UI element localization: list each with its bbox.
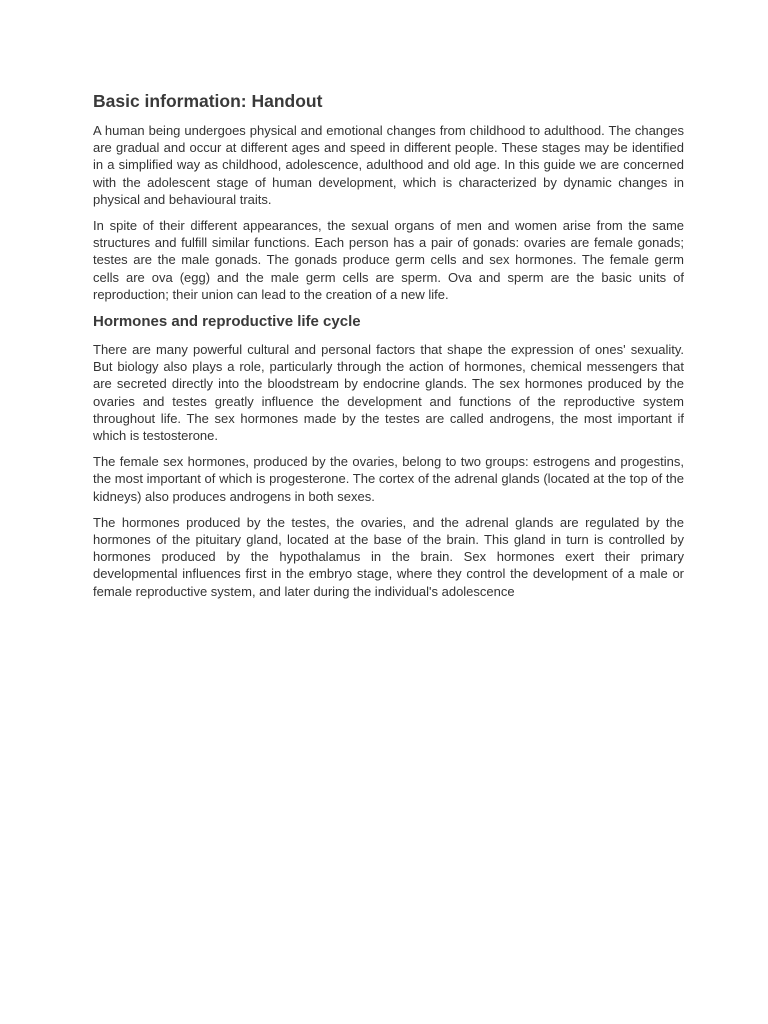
section-paragraph: There are many powerful cultural and personal factors that shape the expression of ones' sexuality. But biology also plays a role, particularly through the action of hormones, chemical messengers that are secreted directly into the bloodstream by endocrine glands. The sex hormones produced by the ovaries and testes greatly influence the development and functions of the reproductive system throughout life. The sex hormones made by the testes are called androgens, the most important if which is testosterone. <box>93 342 684 444</box>
section-paragraph: The female sex hormones, produced by the ovaries, belong to two groups: estrogens and progestins, the most important of which is progesterone. The cortex of the adrenal glands (located at the top of the kidneys) also produces androgens in both sexes. <box>93 454 684 504</box>
intro-paragraph: In spite of their different appearances, the sexual organs of men and women arise from the same structures and fulfill similar functions. Each person has a pair of gonads: ovaries are female gonads; testes are the male gonads. The gonads produce germ cells and sex hormones. The female germ cells are ova (egg) and the male germ cells are sperm. Ova and sperm are the basic units of reproduction; their union can lead to the creation of a new life. <box>93 218 684 302</box>
page-title: Basic information: Handout <box>93 91 323 111</box>
section-heading: Hormones and reproductive life cycle <box>93 313 361 331</box>
intro-paragraph: A human being undergoes physical and emotional changes from childhood to adulthood. The changes are gradual and occur at different ages and speed in different people. These stages may be identified in a simplified way as childhood, adolescence, adulthood and old age. In this guide we are concerned with the adolescent stage of human development, which is characterized by dynamic changes in physical and behavioural traits. <box>93 123 684 207</box>
document-content <box>93 90 684 600</box>
section-paragraph: The hormones produced by the testes, the ovaries, and the adrenal glands are regulated by the hormones of the pituitary gland, located at the base of the brain. This gland in turn is controlled by hormones produced by the hypothalamus in the brain. Sex hormones exert their primary developmental influences first in the embryo stage, where they control the development of a male or female reproductive system, and later during the individual's adolescence <box>93 514 684 599</box>
